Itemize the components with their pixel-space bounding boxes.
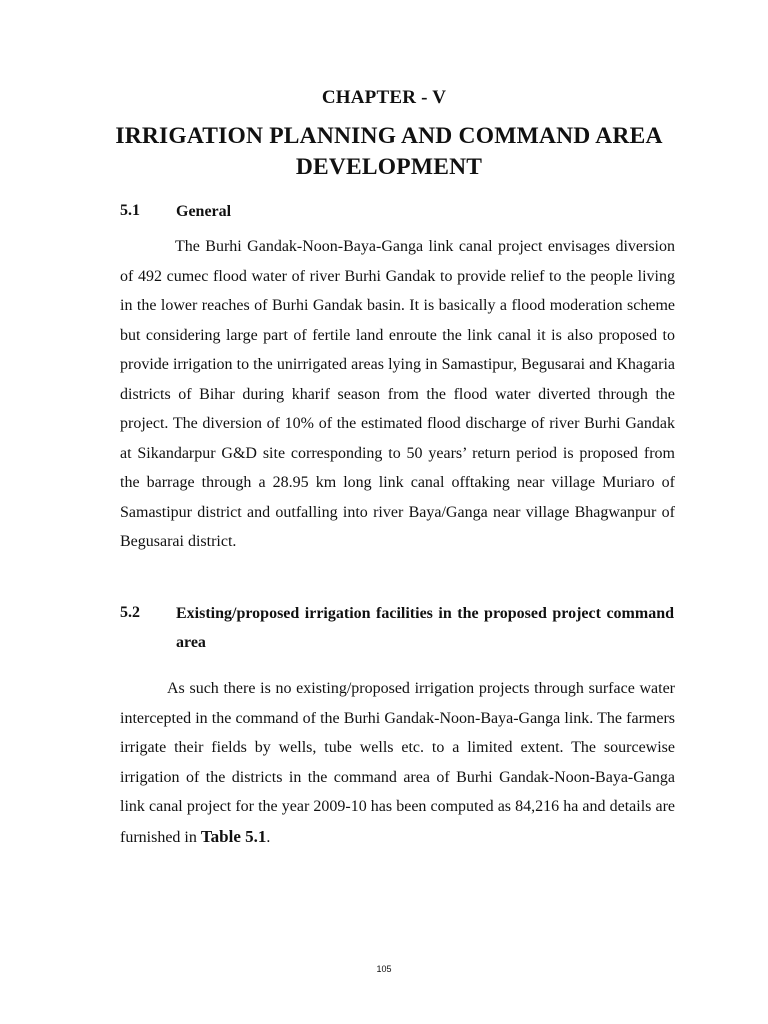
chapter-title: IRRIGATION PLANNING AND COMMAND AREA DEVELOPMENT (115, 123, 663, 180)
section-heading: General (176, 203, 232, 220)
page-number: 105 (376, 964, 392, 974)
table-reference[interactable]: Table 5.1 (200, 826, 267, 846)
section-number: 5.1 (120, 202, 140, 219)
chapter-label: CHAPTER - V (321, 87, 447, 108)
section-number: 5.2 (120, 604, 140, 621)
paragraph-text: As such there is no existing/proposed irrigation projects through surface water intercepted in the command of the Burhi Gandak-Noon-Baya-Ganga link. The farmers irrigate their fields by wells, tube wells etc. to a limited extent. The sourcewise irrigation of the districts in the command area of Burhi Gandak-Noon-Baya-Ganga link canal project for the year 2009-10 has been computed as 84,216 ha and details are furnished in (120, 680, 675, 846)
paragraph-tail: . (266, 828, 271, 846)
section-paragraph (120, 674, 675, 852)
section-paragraph: The Burhi Gandak-Noon-Baya-Ganga link canal project envisages diversion of 492 cumec flood water of river Burhi Gandak to provide relief to the people living in the lower reaches of Burhi Gandak basin. It is basically a flood moderation scheme but considering large part of fertile land enroute the link canal it is also proposed to provide irrigation to the unirrigated areas lying in Samastipur, Begusarai and Khagaria districts of Bihar during kharif season from the flood water diverted through the project. The diversion of 10% of the estimated flood discharge of river Burhi Gandak at Sikandarpur G&D site corresponding to 50 years’ return period is proposed from the barrage through a 28.95 km long link canal offtaking near village Muriaro of Samastipur district and outfalling into river Baya/Ganga near village Bhagwanpur of Begusarai district. (120, 238, 675, 550)
section-heading: Existing/proposed irrigation facilities in the proposed project command area (176, 605, 674, 651)
